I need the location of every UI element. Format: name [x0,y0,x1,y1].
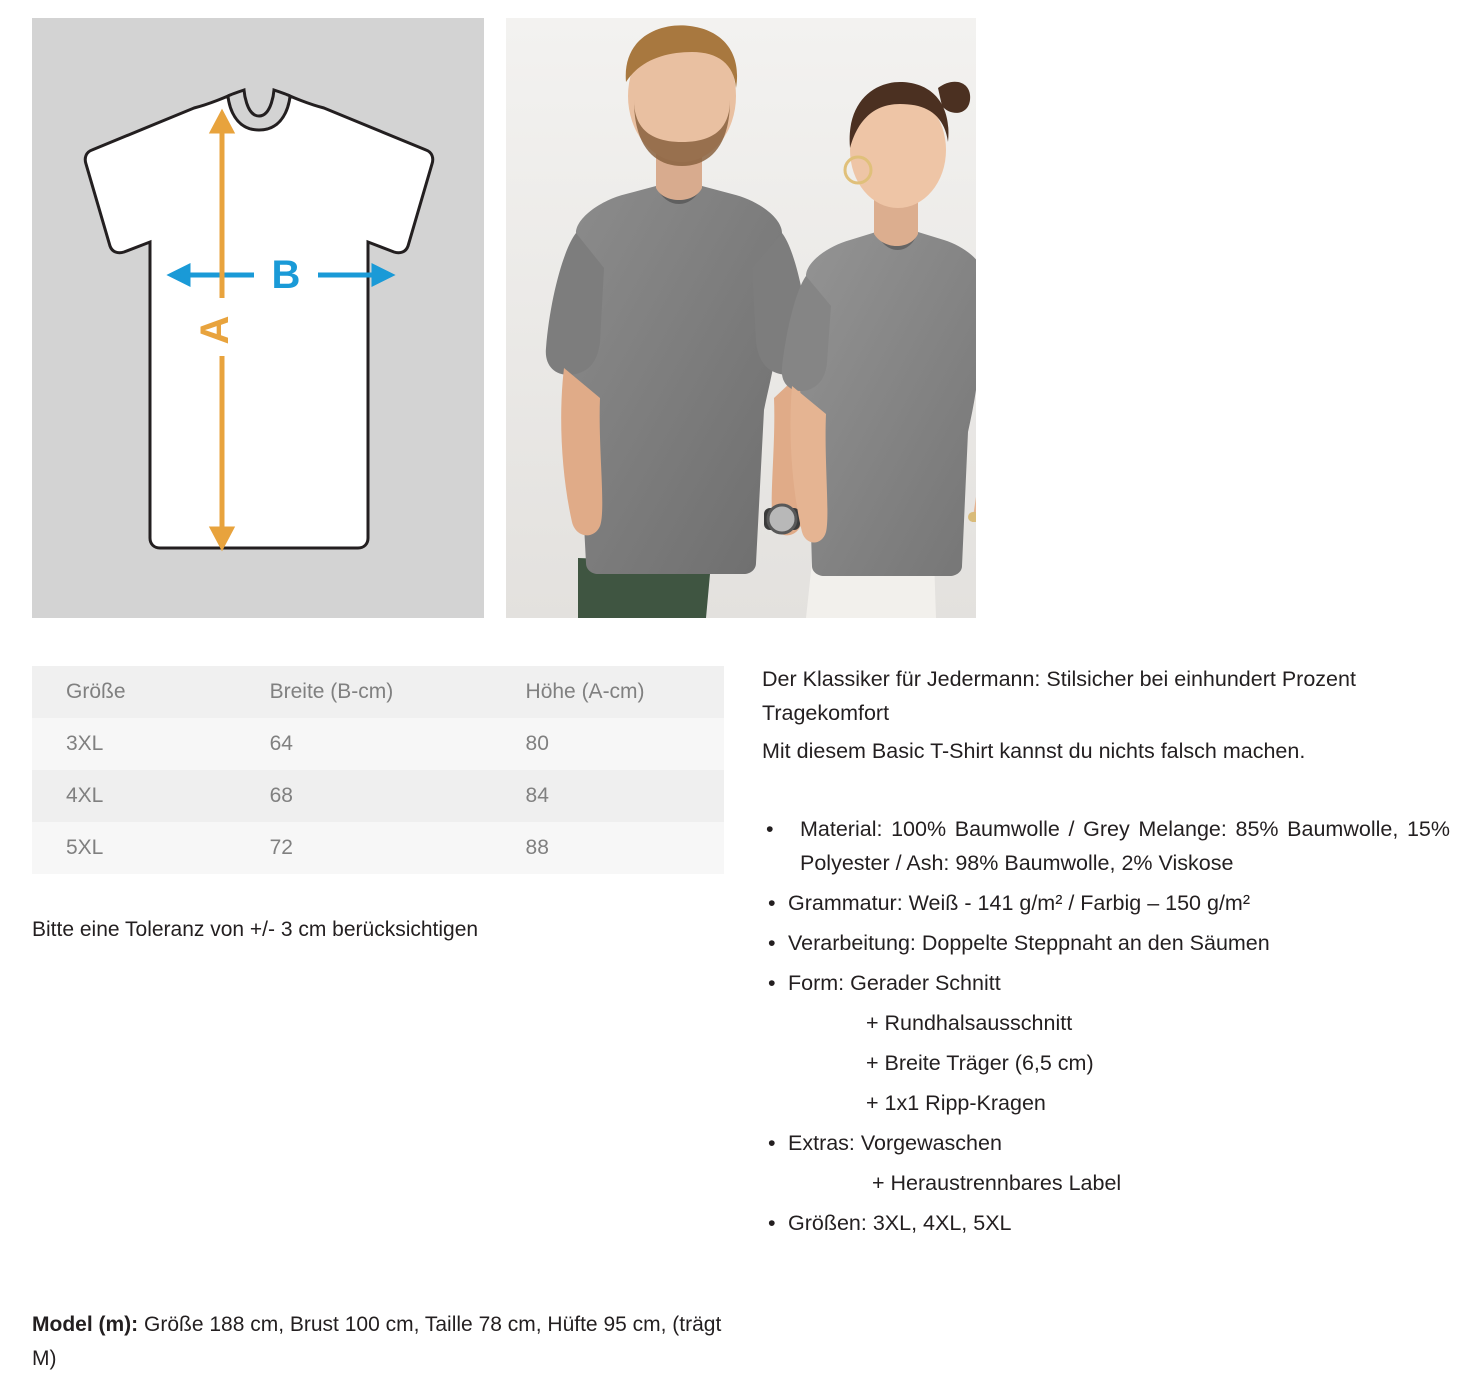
header-size: Größe [66,680,126,703]
list-item: • Form: Gerader Schnitt [762,966,1450,1000]
list-item: + Rundhalsausschnitt [866,1011,1073,1035]
size-chart-body [32,718,724,874]
list-item: + 1x1 Ripp-Kragen [866,1091,1046,1115]
model-note-text: Größe 188 cm, Brust 100 cm, Taille 78 cm, Hüfte 95 cm, (trägt M) [32,1313,722,1370]
table-row [32,770,724,822]
table-row [32,822,724,874]
list-item: • Material: 100% Baumwolle / Grey Melange: 85% Baumwolle, 15% Polyester / Ash: 98% Baumwolle, 2% Viskose [762,812,1450,880]
list-item: • Extras: Vorgewaschen [762,1126,1450,1160]
header-height: Höhe (A-cm) [525,680,645,703]
model-measurements-note [32,1308,732,1376]
spec-list [762,812,1450,1240]
header-width: Breite (B-cm) [269,680,394,703]
size-chart-table [32,666,724,874]
product-photo [506,18,976,618]
cell-width: 72 [269,836,293,859]
top-images-row [0,0,1480,640]
description-paragraph-1: Der Klassiker für Jedermann: Stilsicher bei einhundert Prozent Tragekomfort [762,667,1356,725]
size-chart-header [32,666,724,718]
table-header-row [32,666,724,718]
diagram-label-a: A [193,315,237,345]
measurement-diagram-panel [32,18,484,618]
cell-size: 3XL [66,732,104,755]
cell-height: 80 [525,732,549,755]
product-description [762,662,1450,1246]
cell-size: 5XL [66,836,104,859]
tolerance-note: Bitte eine Toleranz von +/- 3 cm berücksichtigen [32,918,479,941]
models-photo-illustration [506,18,976,618]
list-item: • Grammatur: Weiß - 141 g/m² / Farbig – 150 g/m² [762,886,1450,920]
cell-height: 88 [525,836,549,859]
list-item: • Größen: 3XL, 4XL, 5XL [762,1206,1450,1240]
list-item: + Heraustrennbares Label [872,1171,1122,1195]
list-item: + Breite Träger (6,5 cm) [866,1051,1094,1075]
description-paragraph-2: Mit diesem Basic T-Shirt kannst du nichts falsch machen. [762,739,1306,763]
model-note-label: Model (m): [32,1313,139,1336]
diagram-label-b: B [271,253,301,297]
cell-size: 4XL [66,784,104,807]
cell-width: 68 [269,784,293,807]
cell-width: 64 [269,732,293,755]
tshirt-measure-icon [32,18,484,618]
cell-height: 84 [525,784,549,807]
list-item: • Verarbeitung: Doppelte Steppnaht an den Säumen [762,926,1450,960]
table-row [32,718,724,770]
